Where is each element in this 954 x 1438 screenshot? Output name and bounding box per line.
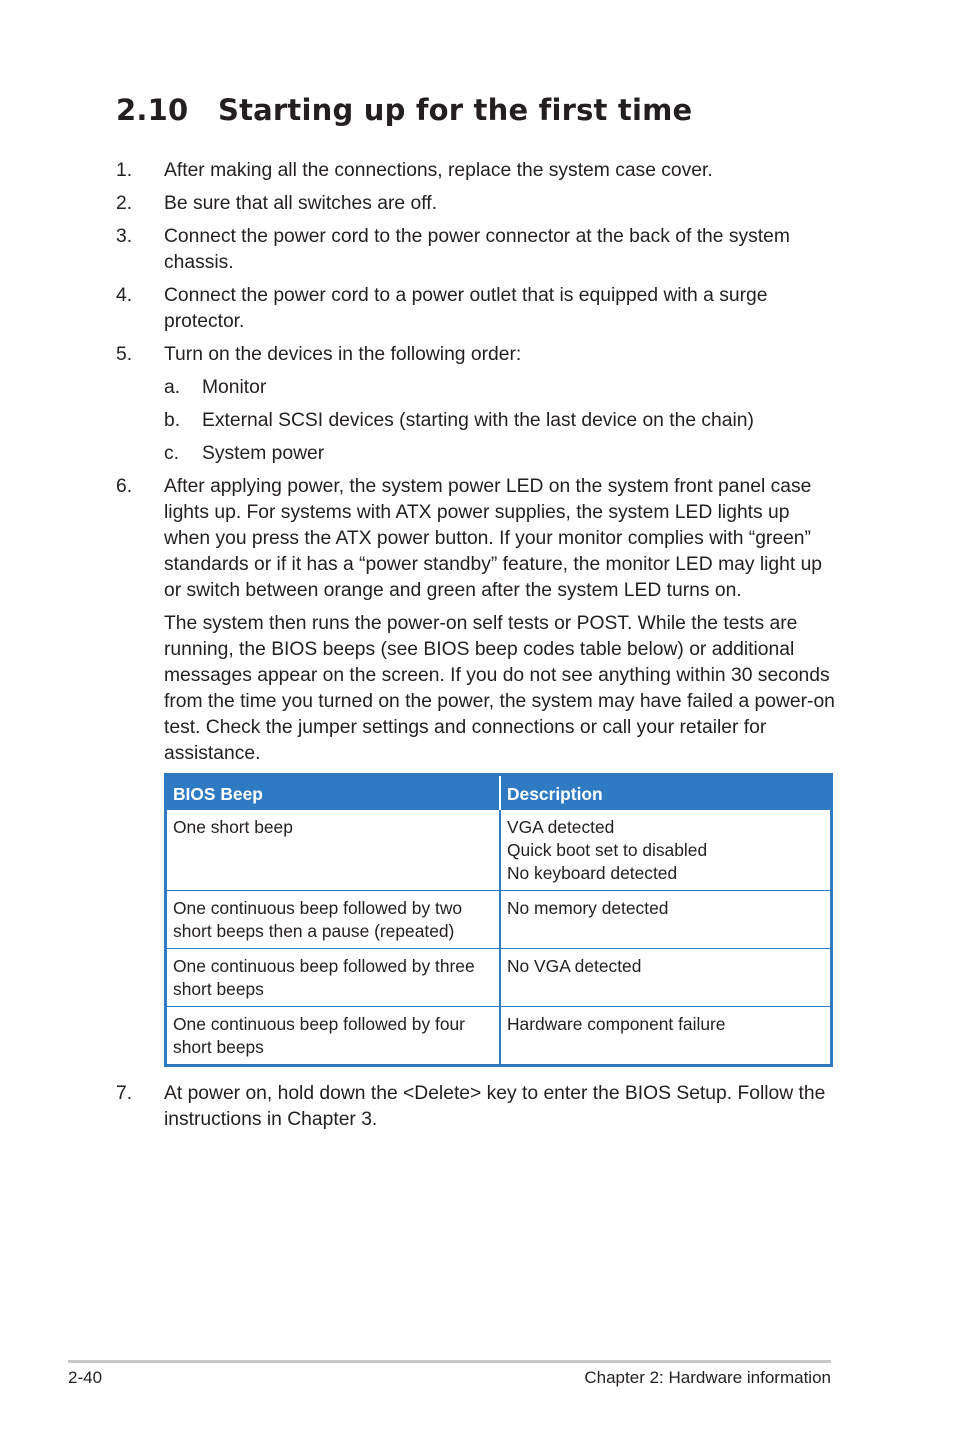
substep-text: Monitor xyxy=(202,377,267,398)
step-6 xyxy=(116,474,836,1067)
table-row xyxy=(166,949,832,1007)
step-text: At power on, hold down the <Delete> key to enter the BIOS Setup. Follow the instructions in Chapter 3. xyxy=(164,1083,826,1130)
description-line: No memory detected xyxy=(507,898,669,918)
step-number: 4. xyxy=(116,285,133,306)
bios-beep-table xyxy=(164,773,833,1067)
substep-text: External SCSI devices (starting with the last device on the chain) xyxy=(202,410,754,431)
description-line: No keyboard detected xyxy=(507,863,678,883)
table-row xyxy=(166,1007,832,1066)
substep-c xyxy=(164,441,836,467)
description-cell xyxy=(500,891,832,949)
steps-list xyxy=(116,158,836,1140)
step-text: After making all the connections, replace the system case cover. xyxy=(164,160,713,181)
footer-page-number: 2-40 xyxy=(68,1368,103,1387)
description-line: Quick boot set to disabled xyxy=(507,840,708,860)
step-1 xyxy=(116,158,836,184)
step-5 xyxy=(116,342,836,467)
table-row xyxy=(166,891,832,949)
step-text: Connect the power cord to a power outlet that is equipped with a surge protector. xyxy=(164,285,768,332)
footer-divider xyxy=(68,1360,831,1363)
substep-letter: b. xyxy=(164,410,181,431)
description-line: No VGA detected xyxy=(507,956,642,976)
step-2 xyxy=(116,191,836,217)
step-6-paragraph: The system then runs the power-on self tests or POST. While the tests are running, the BIOS beeps (see BIOS beep codes table below) or additional messages appear on the screen. If you do not see anything within 30 seconds from the time you turned on the power, the system may have failed a power-on test. Check the jumper settings and connections or call your retailer for assistance. xyxy=(164,613,835,764)
step-number: 5. xyxy=(116,344,133,365)
step-7 xyxy=(116,1081,836,1133)
step-text: After applying power, the system power LED on the system front panel case lights up. For systems with ATX power supplies, the system LED lights up when you press the ATX power button. If your monitor complies with “green” standards or if it has a “power standby” feature, the monitor LED may light up or switch between orange and green after the system LED turns on. xyxy=(164,476,823,601)
description-line: VGA detected xyxy=(507,817,615,837)
substep-text: System power xyxy=(202,443,325,464)
section-title: Starting up for the first time xyxy=(218,93,693,127)
step-number: 7. xyxy=(116,1083,133,1104)
beep-cell: One continuous beep followed by two short beeps then a pause (repeated) xyxy=(166,891,501,949)
description-cell xyxy=(500,949,832,1007)
step-text: Connect the power cord to the power connector at the back of the system chassis. xyxy=(164,226,790,273)
substep-letter: c. xyxy=(164,443,179,464)
page-title xyxy=(116,90,692,130)
step-text: Be sure that all switches are off. xyxy=(164,193,437,214)
beep-cell: One short beep xyxy=(166,810,501,891)
header-description: Description xyxy=(500,775,832,810)
substep-b xyxy=(164,408,836,434)
step-number: 6. xyxy=(116,476,133,497)
header-bios-beep: BIOS Beep xyxy=(166,775,501,810)
table-row xyxy=(166,810,832,891)
footer-chapter-title: Chapter 2: Hardware information xyxy=(584,1368,831,1387)
step-number: 2. xyxy=(116,193,133,214)
step-4 xyxy=(116,283,836,335)
beep-cell: One continuous beep followed by four short beeps xyxy=(166,1007,501,1066)
beep-cell: One continuous beep followed by three short beeps xyxy=(166,949,501,1007)
substep-letter: a. xyxy=(164,377,181,398)
step-number: 1. xyxy=(116,160,133,181)
description-cell xyxy=(500,1007,832,1066)
step-number: 3. xyxy=(116,226,133,247)
section-number: 2.10 xyxy=(116,93,189,127)
step-3 xyxy=(116,224,836,276)
substep-a xyxy=(164,375,836,401)
table-header-row xyxy=(166,775,832,810)
step-text: Turn on the devices in the following order: xyxy=(164,344,522,365)
description-cell xyxy=(500,810,832,891)
description-line: Hardware component failure xyxy=(507,1014,726,1034)
